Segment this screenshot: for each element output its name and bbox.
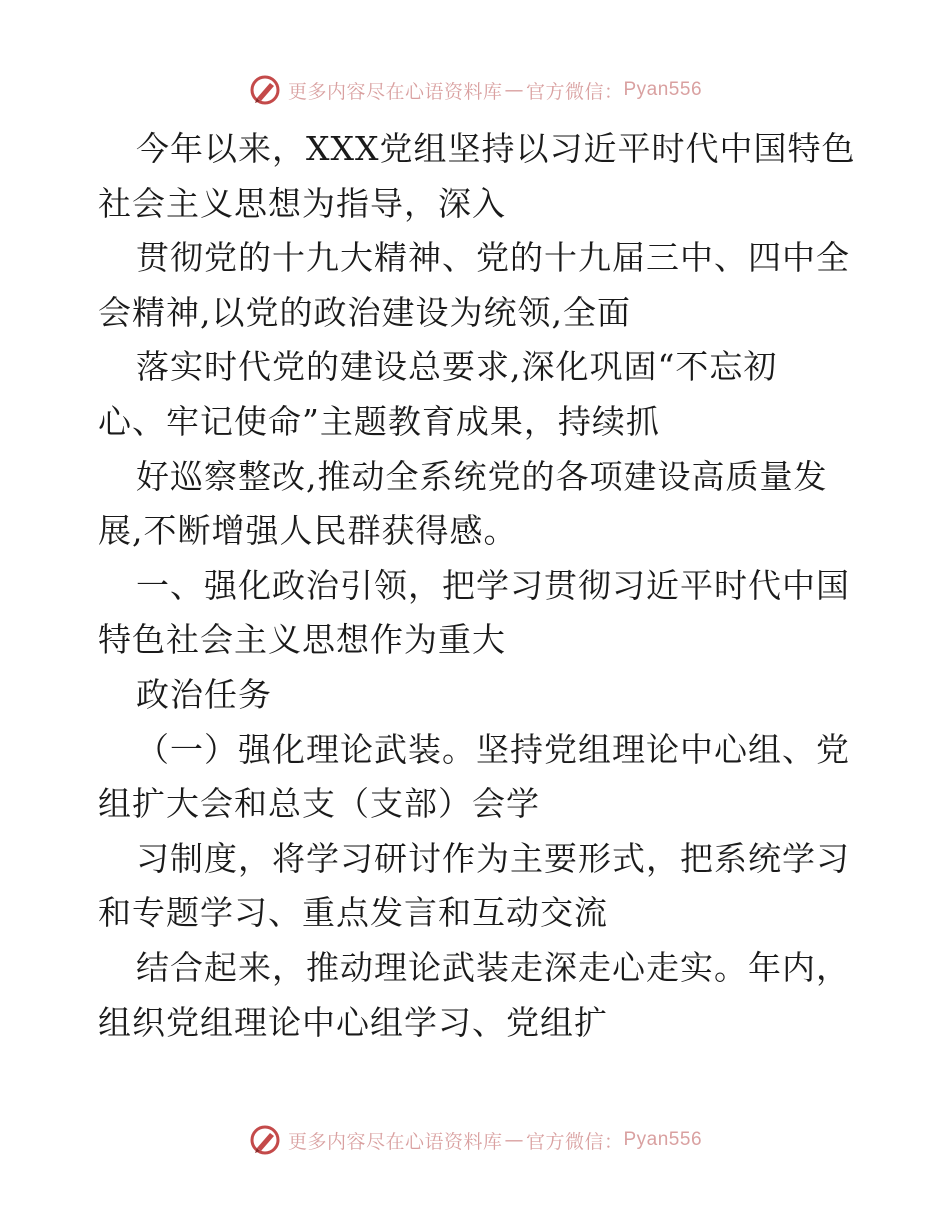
watermark-text: 更多内容尽在心语资料库: [287, 1130, 503, 1153]
footer-watermark: [0, 1120, 950, 1160]
pen-logo-icon: [248, 1123, 282, 1157]
section-heading-line: 特色社会主义思想作为重大: [98, 620, 506, 660]
body-line: 落实时代党的建设总要求,深化巩固“不忘初: [136, 347, 778, 387]
body-line: 组扩大会和总支（支部）会学: [98, 784, 540, 824]
document-body: [98, 122, 858, 1050]
watermark-id: Pyan556: [623, 79, 703, 100]
body-line: 和专题学习、重点发言和互动交流: [98, 893, 608, 933]
body-line: （一）强化理论武装。坚持党组理论中心组、党: [136, 729, 850, 769]
watermark-id: Pyan556: [623, 1129, 703, 1150]
body-line: 社会主义思想为指导，深入: [98, 183, 506, 223]
watermark-dash: —: [504, 79, 524, 101]
section-heading-line: 政治任务: [136, 674, 272, 714]
section-heading-line: 一、强化政治引领，把学习贯彻习近平时代中国: [136, 565, 850, 605]
pen-logo-icon: [248, 73, 282, 107]
watermark-suffix: 官方微信：: [525, 1130, 624, 1153]
body-line: 习制度，将学习研讨作为主要形式，把系统学习: [136, 838, 850, 878]
body-line: 心、牢记使命”主题教育成果，持续抓: [98, 401, 660, 441]
body-line: 展,不断增强人民群获得感。: [98, 511, 518, 551]
body-line: 贯彻党的十九大精神、党的十九届三中、四中全: [136, 238, 850, 278]
body-line: 结合起来，推动理论武装走深走心走实。年内，: [136, 947, 850, 987]
body-line: 组织党组理论中心组学习、党组扩: [98, 1002, 608, 1042]
watermark-suffix: 官方微信：: [525, 80, 624, 103]
watermark-dash: —: [504, 1129, 524, 1151]
header-watermark: [0, 70, 950, 110]
watermark-text: 更多内容尽在心语资料库: [287, 80, 503, 103]
body-line: 会精神,以党的政治建设为统领,全面: [98, 292, 631, 332]
body-line: 好巡察整改,推动全系统党的各项建设高质量发: [136, 456, 828, 496]
body-line: 今年以来，XXX党组坚持以习近平时代中国特色: [136, 129, 856, 168]
